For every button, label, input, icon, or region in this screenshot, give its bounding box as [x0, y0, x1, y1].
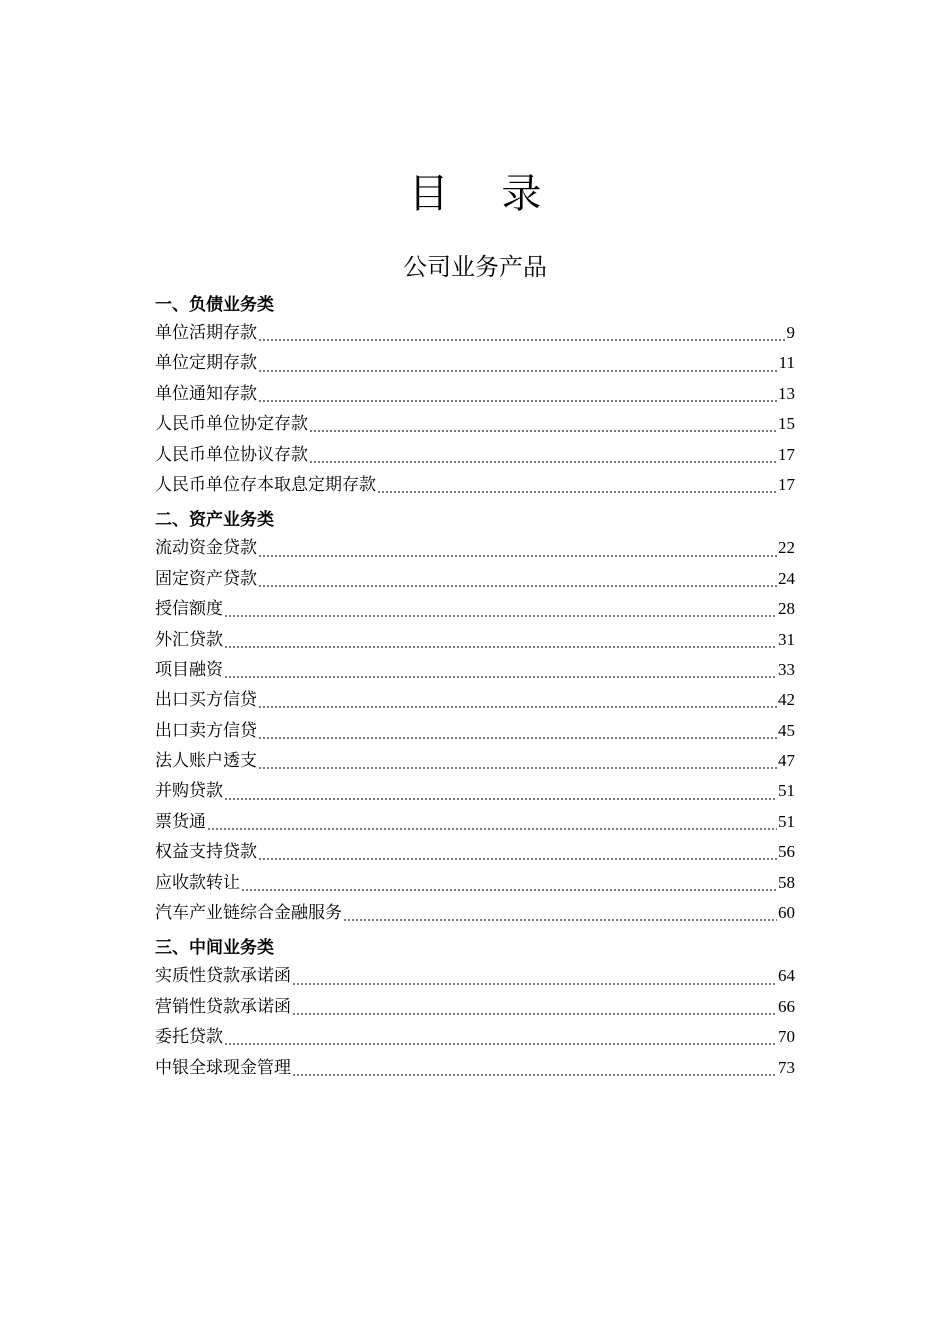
toc-entry[interactable]	[155, 716, 795, 746]
toc-entry[interactable]	[155, 746, 795, 776]
toc-entry-label: 流动资金贷款	[155, 538, 257, 559]
toc-entry[interactable]	[155, 776, 795, 806]
toc-entry[interactable]	[155, 348, 795, 378]
toc-entry-page: 56	[778, 842, 795, 862]
toc-entry[interactable]	[155, 379, 795, 409]
dot-leader	[309, 430, 777, 432]
toc-entry[interactable]	[155, 685, 795, 715]
toc-entry[interactable]	[155, 655, 795, 685]
dot-leader	[258, 858, 777, 860]
dot-leader	[258, 370, 778, 372]
toc-entry-label: 人民币单位存本取息定期存款	[155, 474, 376, 495]
dot-leader	[292, 983, 777, 985]
toc-entry-page: 15	[778, 414, 795, 434]
toc-entry-label: 汽车产业链综合金融服务	[155, 903, 342, 924]
toc-entry-label: 外汇贷款	[155, 629, 223, 650]
toc-entry-label: 出口买方信贷	[155, 690, 257, 711]
dot-leader	[292, 1074, 777, 1076]
toc-entry[interactable]	[155, 807, 795, 837]
toc-entry-label: 单位活期存款	[155, 323, 257, 343]
toc-entry[interactable]	[155, 868, 795, 898]
dot-leader	[258, 400, 777, 402]
toc-entry[interactable]	[155, 837, 795, 867]
toc-entry-label: 应收款转让	[155, 872, 240, 893]
toc-entry-label: 权益支持贷款	[155, 842, 257, 863]
toc-entry-label: 人民币单位协定存款	[155, 414, 308, 435]
toc-entry-page: 47	[778, 751, 795, 771]
toc-entry[interactable]	[155, 992, 795, 1022]
toc-entry-page: 45	[778, 720, 795, 740]
dot-leader	[224, 798, 777, 800]
dot-leader	[224, 1043, 777, 1045]
toc-entry-page: 66	[778, 996, 795, 1016]
toc-entry-page: 13	[778, 383, 795, 403]
dot-leader	[258, 706, 777, 708]
toc-entry-page: 31	[778, 629, 795, 649]
toc-entry-label: 人民币单位协议存款	[155, 444, 308, 465]
toc-entry-page: 33	[778, 659, 795, 679]
toc-entry-page: 17	[778, 474, 795, 494]
toc-entry-page: 11	[778, 353, 795, 373]
toc-entry[interactable]	[155, 533, 795, 563]
toc-entry-page: 24	[778, 568, 795, 588]
toc-entry-page: 73	[778, 1057, 795, 1077]
section-heading: 二、资产业务类	[155, 510, 274, 531]
toc-entry[interactable]	[155, 1022, 795, 1052]
toc-entry[interactable]	[155, 898, 795, 928]
dot-leader	[377, 491, 777, 493]
toc-section	[155, 935, 795, 1083]
toc-entry-label: 票货通	[155, 811, 206, 832]
toc-section	[155, 507, 795, 928]
dot-leader	[258, 767, 777, 769]
toc-entry[interactable]	[155, 318, 795, 348]
toc-entry-label: 项目融资	[155, 659, 223, 680]
toc-entry-page: 42	[778, 690, 795, 710]
toc-entry-page: 17	[778, 444, 795, 464]
toc-entry-label: 单位定期存款	[155, 353, 257, 374]
dot-leader	[258, 339, 786, 341]
toc-entry-label: 营销性贷款承诺函	[155, 996, 291, 1017]
toc-entry-page: 60	[778, 903, 795, 923]
toc-entry-page: 22	[778, 538, 795, 558]
toc-title: 目 录	[408, 171, 562, 217]
dot-leader	[224, 646, 777, 648]
toc-entry-label: 委托贷款	[155, 1027, 223, 1048]
toc-section	[155, 292, 795, 500]
dot-leader	[224, 676, 777, 678]
section-heading: 一、负债业务类	[155, 295, 274, 315]
toc-entry[interactable]	[155, 625, 795, 655]
toc-entry[interactable]	[155, 440, 795, 470]
toc-entry-label: 授信额度	[155, 599, 223, 620]
toc-entry-label: 中银全球现金管理	[155, 1057, 291, 1078]
toc-entry-page: 51	[778, 781, 795, 801]
toc-entry-page: 51	[778, 811, 795, 831]
toc-entry[interactable]	[155, 1053, 795, 1083]
toc-entry-label: 实质性贷款承诺函	[155, 966, 291, 987]
dot-leader	[207, 828, 777, 830]
dot-leader	[309, 461, 777, 463]
toc-entry-label: 出口卖方信贷	[155, 720, 257, 741]
toc-entry-label: 并购贷款	[155, 781, 223, 802]
toc-subtitle: 公司业务产品	[403, 253, 547, 281]
dot-leader	[258, 737, 777, 739]
dot-leader	[224, 615, 777, 617]
toc-body	[155, 292, 795, 1083]
toc-entry[interactable]	[155, 470, 795, 500]
toc-entry[interactable]	[155, 409, 795, 439]
toc-entry-page: 58	[778, 872, 795, 892]
dot-leader	[292, 1013, 777, 1015]
toc-entry-page: 28	[778, 599, 795, 619]
toc-entry-label: 单位通知存款	[155, 383, 257, 404]
toc-entry-label: 固定资产贷款	[155, 568, 257, 589]
toc-entry-page: 64	[778, 966, 795, 986]
section-heading: 三、中间业务类	[155, 938, 274, 959]
toc-entry-label: 法人账户透支	[155, 751, 257, 772]
toc-entry-page: 70	[778, 1027, 795, 1047]
dot-leader	[343, 919, 777, 921]
dot-leader	[258, 555, 777, 557]
toc-entry[interactable]	[155, 961, 795, 991]
toc-entry-page: 9	[786, 323, 795, 342]
toc-entry[interactable]	[155, 564, 795, 594]
dot-leader	[258, 585, 777, 587]
dot-leader	[241, 889, 777, 891]
toc-entry[interactable]	[155, 594, 795, 624]
